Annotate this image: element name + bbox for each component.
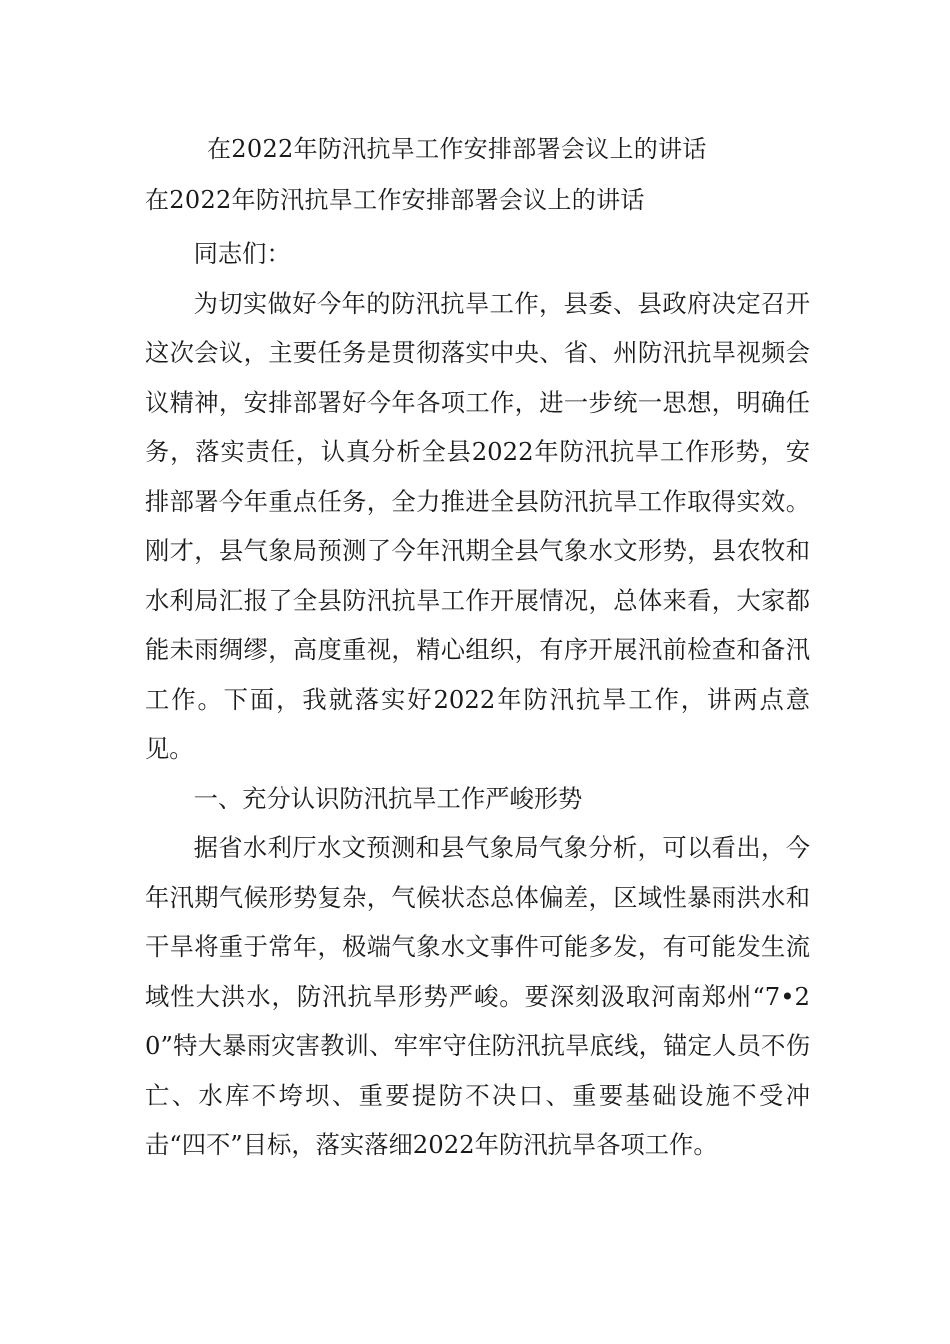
document-title: 在2022年防汛抗旱工作安排部署会议上的讲话 — [207, 135, 707, 163]
section-heading: 一、充分认识防汛抗旱工作严峻形势 — [193, 783, 583, 813]
document-subtitle: 在2022年防汛抗旱工作安排部署会议上的讲话 — [145, 186, 645, 214]
salutation: 同志们： — [193, 239, 291, 268]
section-paragraph: 据省水利厅水文预测和县气象局气象分析，可以看出，今年汛期气候形势复杂，气候状态总体偏差，区域性暴雨洪水和干旱将重于常年，极端气象水文事件可能多发，有可能发生流域性大洪水，防汛抗旱形势严峻。要深刻汲取河南郑州“7•20”特大暴雨灾害教训、牢牢守住防汛抗旱底线，锚定人员不伤亡、水库不垮坝、重要提防不决口、重要基础设施不受冲击“四不”目标，落实落细2022年防汛抗旱各项工作。 — [145, 833, 810, 1159]
body-paragraph: 为切实做好今年的防汛抗旱工作，县委、县政府决定召开这次会议，主要任务是贯彻落实中央、省、州防汛抗旱视频会议精神，安排部署好今年各项工作，进一步统一思想，明确任务，落实责任，认真分析全县2022年防汛抗旱工作形势，安排部署今年重点任务，全力推进全县防汛抗旱工作取得实效。刚才，县气象局预测了今年汛期全县气象水文形势，县农牧和水利局汇报了全县防汛抗旱工作开展情况，总体来看，大家都能未雨绸缪，高度重视，精心组织，有序开展汛前检查和备汛工作。下面，我就落实好2022年防汛抗旱工作，讲两点意见。 — [145, 288, 810, 763]
document-body — [145, 229, 810, 1170]
